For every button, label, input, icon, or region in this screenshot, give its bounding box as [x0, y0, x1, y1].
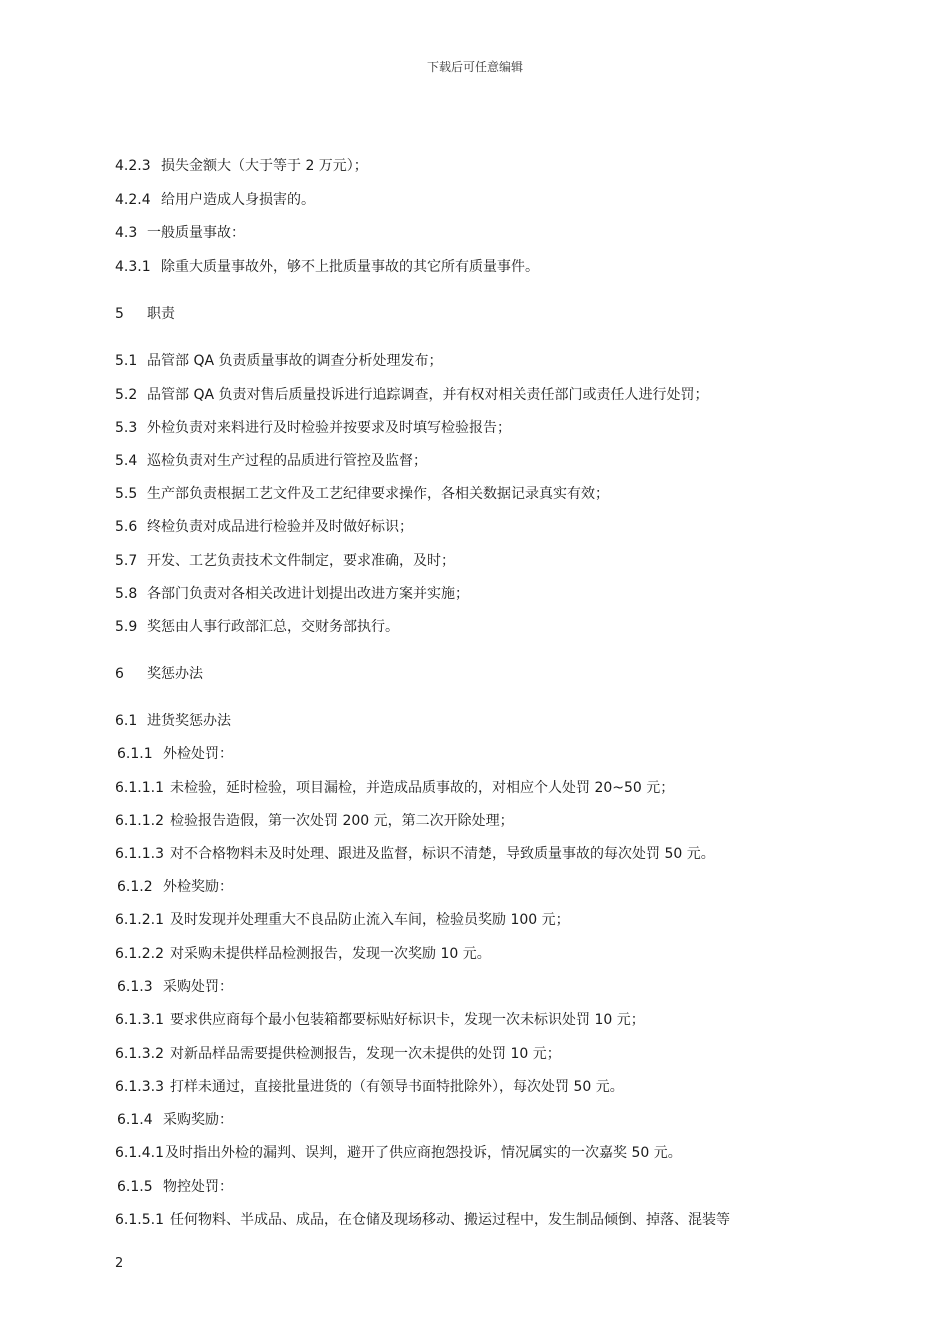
- clause-6-1: [115, 712, 231, 730]
- clause-number: 6.1.1: [117, 746, 153, 762]
- clause-6-1-4: [117, 1111, 233, 1129]
- clause-text: 及时发现并处理重大不良品防止流入车间，检验员奖励 100 元；: [170, 912, 570, 928]
- clause-number: 6.1.2.2: [115, 946, 164, 962]
- clause-6-1-1-2: [115, 812, 514, 830]
- clause-text: 各部门负责对各相关改进计划提出改进方案并实施；: [147, 586, 469, 602]
- clause-number: 5.9: [115, 619, 138, 635]
- clause-number: 6.1.5: [117, 1179, 153, 1195]
- section-6-heading: [115, 665, 203, 683]
- clause-text: 品管部 QA 负责质量事故的调查分析处理发布；: [147, 353, 443, 369]
- clause-text: 损失金额大（大于等于 2 万元）；: [161, 158, 368, 174]
- clause-number: 6.1.5.1: [115, 1212, 164, 1228]
- clause-text: 巡检负责对生产过程的品质进行管控及监督；: [147, 453, 427, 469]
- clause-4-3: [115, 224, 245, 242]
- clause-text: 除重大质量事故外，够不上批质量事故的其它所有质量事件。: [161, 259, 539, 275]
- clause-text: 终检负责对成品进行检验并及时做好标识；: [147, 519, 413, 535]
- clause-text: 外检负责对来料进行及时检验并按要求及时填写检验报告；: [147, 420, 511, 436]
- clause-6-1-2-1: [115, 911, 570, 929]
- clause-number: 6.1.2.1: [115, 912, 164, 928]
- clause-5-3: [115, 419, 511, 437]
- page-header: 下载后可任意编辑: [426, 60, 523, 74]
- clause-text: 奖惩由人事行政部汇总，交财务部执行。: [147, 619, 399, 635]
- clause-text: 对采购未提供样品检测报告，发现一次奖励 10 元。: [170, 946, 491, 962]
- clause-number: 6.1.1.2: [115, 813, 164, 829]
- clause-6-1-3-3: [115, 1078, 624, 1096]
- clause-text: 给用户造成人身损害的。: [161, 192, 315, 208]
- clause-4-3-1: [115, 258, 539, 276]
- clause-number: 5.2: [115, 387, 138, 403]
- clause-number: 6.1.2: [117, 879, 153, 895]
- clause-text: 采购处罚：: [163, 979, 233, 995]
- clause-6-1-1-1: [115, 779, 674, 797]
- clause-number: 4.3: [115, 225, 138, 241]
- clause-6-1-2-2: [115, 945, 491, 963]
- clause-number: 5.1: [115, 353, 138, 369]
- clause-text: 采购奖励：: [163, 1112, 233, 1128]
- clause-number: 6.1: [115, 713, 138, 729]
- clause-6-1-4-1: [115, 1144, 682, 1162]
- clause-text: 进货奖惩办法: [147, 713, 231, 729]
- clause-6-1-2: [117, 878, 233, 896]
- section-title: 奖惩办法: [147, 666, 203, 682]
- clause-text: 对不合格物料未及时处理、跟进及监督，标识不清楚，导致质量事故的每次处罚 50 元。: [170, 846, 715, 862]
- clause-text: 开发、工艺负责技术文件制定，要求准确，及时；: [147, 553, 455, 569]
- clause-number: 6.1.1.3: [115, 846, 164, 862]
- clause-number: 5.6: [115, 519, 138, 535]
- clause-text: 及时指出外检的漏判、误判，避开了供应商抱怨投诉，情况属实的一次嘉奖 50 元。: [165, 1145, 682, 1161]
- clause-number: 6.1.3.1: [115, 1012, 164, 1028]
- clause-5-6: [115, 518, 413, 536]
- clause-number: 5.5: [115, 486, 138, 502]
- clause-6-1-5: [117, 1178, 233, 1196]
- page-number: 2: [115, 1256, 124, 1271]
- clause-5-2: [115, 386, 709, 404]
- clause-text: 一般质量事故：: [147, 225, 245, 241]
- clause-text: 任何物料、半成品、成品，在仓储及现场移动、搬运过程中，发生制品倾倒、掉落、混装等: [170, 1212, 730, 1228]
- clause-text: 对新品样品需要提供检测报告，发现一次未提供的处罚 10 元；: [170, 1046, 561, 1062]
- clause-4-2-4: [115, 191, 315, 209]
- clause-text: 物控处罚：: [163, 1179, 233, 1195]
- clause-text: 检验报告造假，第一次处罚 200 元，第二次开除处理；: [170, 813, 514, 829]
- clause-number: 5.8: [115, 586, 138, 602]
- clause-number: 6.1.3.3: [115, 1079, 164, 1095]
- clause-6-1-1-3: [115, 845, 715, 863]
- section-number: 6: [115, 666, 124, 682]
- clause-4-2-3: [115, 157, 368, 175]
- clause-number: 5.4: [115, 453, 138, 469]
- section-number: 5: [115, 306, 124, 322]
- clause-6-1-5-1: [115, 1211, 730, 1229]
- clause-5-8: [115, 585, 469, 603]
- clause-number: 6.1.3: [117, 979, 153, 995]
- clause-text: 外检奖励：: [163, 879, 233, 895]
- clause-number: 4.2.4: [115, 192, 151, 208]
- clause-text: 外检处罚：: [163, 746, 233, 762]
- clause-number: 4.2.3: [115, 158, 151, 174]
- clause-number: 6.1.3.2: [115, 1046, 164, 1062]
- clause-text: 要求供应商每个最小包装箱都要标贴好标识卡，发现一次未标识处罚 10 元；: [170, 1012, 645, 1028]
- section-title: 职责: [147, 306, 175, 322]
- section-5-heading: [115, 305, 175, 323]
- clause-text: 未检验，延时检验，项目漏检，并造成品质事故的，对相应个人处罚 20~50 元；: [170, 780, 675, 796]
- clause-number: 4.3.1: [115, 259, 151, 275]
- clause-5-9: [115, 618, 399, 636]
- clause-5-1: [115, 352, 443, 370]
- clause-6-1-3: [117, 978, 233, 996]
- clause-text: 生产部负责根据工艺文件及工艺纪律要求操作，各相关数据记录真实有效；: [147, 486, 609, 502]
- clause-number: 6.1.4.1: [115, 1145, 164, 1161]
- clause-text: 打样未通过，直接批量进货的（有领导书面特批除外），每次处罚 50 元。: [170, 1079, 624, 1095]
- clause-number: 5.7: [115, 553, 138, 569]
- clause-5-7: [115, 552, 455, 570]
- clause-number: 5.3: [115, 420, 138, 436]
- clause-number: 6.1.4: [117, 1112, 153, 1128]
- clause-number: 6.1.1.1: [115, 780, 164, 796]
- clause-5-4: [115, 452, 427, 470]
- clause-6-1-3-2: [115, 1045, 561, 1063]
- clause-6-1-1: [117, 745, 233, 763]
- clause-text: 品管部 QA 负责对售后质量投诉进行追踪调查，并有权对相关责任部门或责任人进行处罚；: [147, 387, 709, 403]
- clause-5-5: [115, 485, 609, 503]
- clause-6-1-3-1: [115, 1011, 645, 1029]
